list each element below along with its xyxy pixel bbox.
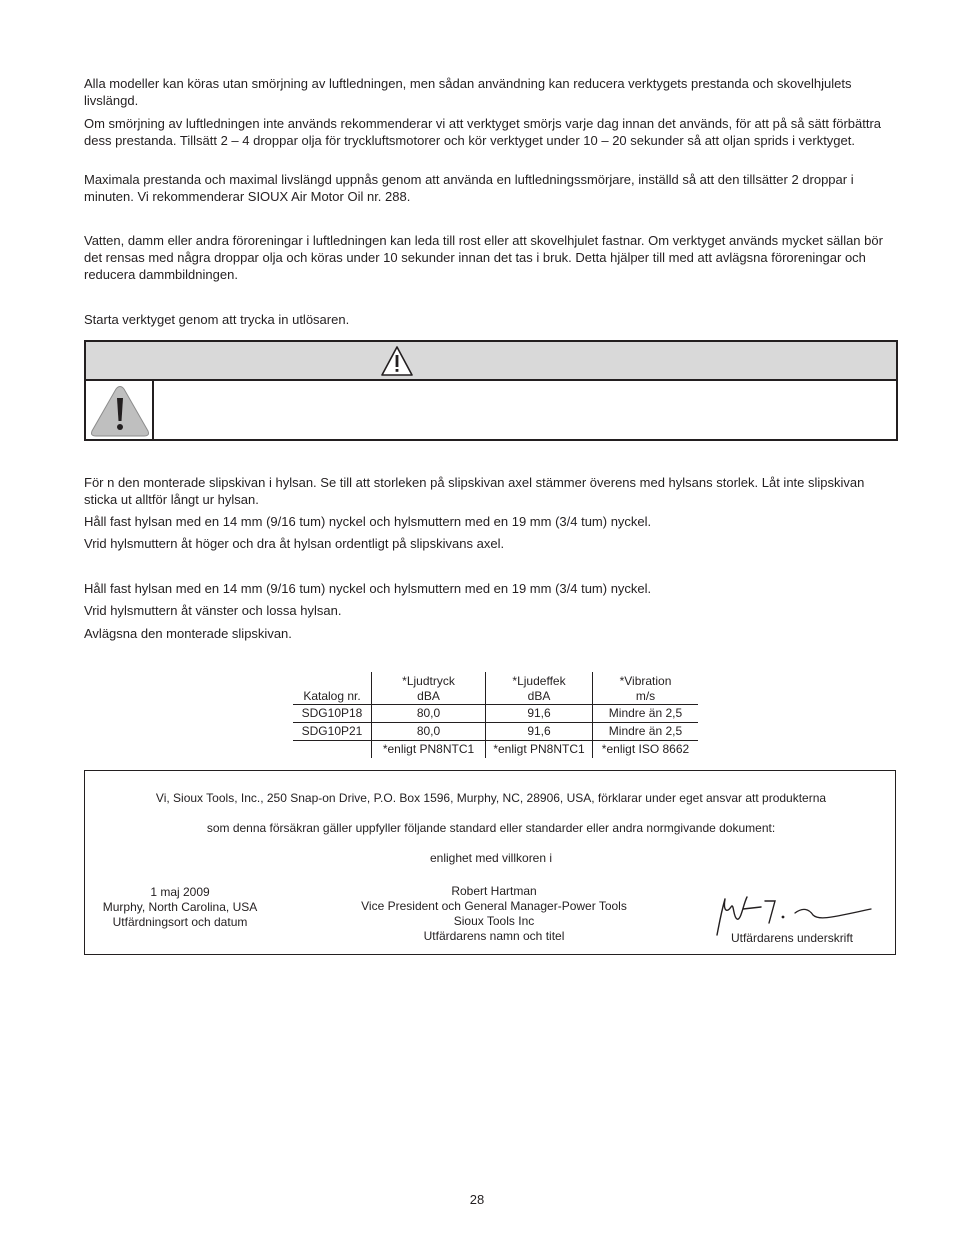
issuer-block: [335, 884, 653, 944]
remove-wheel-paragraph: Avlägsna den monterade slipskivan.: [84, 626, 292, 641]
cell-power: 91,6: [486, 723, 593, 741]
declaration-line-1: Vi, Sioux Tools, Inc., 250 Snap-on Drive, P.O. Box 1596, Murphy, NC, 28906, USA, förklarar under eget ansvar att produkterna: [155, 791, 827, 805]
cell-power: 91,6: [486, 705, 593, 723]
cell-pressure: 80,0: [372, 723, 486, 741]
hold-collet-removal-paragraph: Håll fast hylsan med en 14 mm (9/16 tum) nyckel och hylsmuttern med en 19 mm (3/4 tum) nyckel.: [84, 581, 652, 596]
header-sound-power: *Ljudeffek dBA: [486, 672, 593, 705]
issuer-label: Utfärdarens namn och titel: [423, 929, 565, 943]
warning-triangle-icon: [380, 345, 414, 377]
lubrication-intro-paragraph: Alla modeller kan köras utan smörjning av luftledningen, men sådan användning kan reducera verktygets prestanda och skovelhjulets livslängd.: [84, 76, 852, 108]
declaration-line-2: som denna försäkran gäller uppfyller följande standard eller standarder eller andra normgivande dokument:: [206, 821, 776, 835]
cell-empty: [293, 741, 372, 759]
cell-pressure: 80,0: [372, 705, 486, 723]
contaminants-paragraph: Vatten, damm eller andra föroreningar i luftledningen kan leda till rost eller att skovelhjulet fastnar. Om verktyget används mycket sällan bör det rensas med några droppar olja och köras under 10 sekunder innan det tas i bruk. Detta hjälper till med att avlägsna föroreningar och reducera dammbildningen.: [84, 233, 883, 282]
cell-standard-power: *enligt PN8NTC1: [486, 741, 593, 759]
cell-standard-vibration: *enligt ISO 8662: [593, 741, 699, 759]
page-number: 28: [469, 1192, 485, 1207]
warning-header: [86, 342, 896, 381]
table-row: [293, 705, 698, 723]
tighten-collet-paragraph: Vrid hylsmuttern åt höger och dra åt hylsan ordentligt på slipskivans axel.: [84, 536, 505, 551]
declaration-date: 1 maj 2009: [150, 885, 210, 899]
daily-oiling-paragraph: Om smörjning av luftledningen inte används rekommenderar vi att verktyget smörjs varje dag innan det används, för att på så sätt förbättra dess prestanda. Tillsätt 2 – 4 droppar olja för tryckluftsmotorer och kör verktyget under 10 – 20 sekunder så att oljan sprids i verktyget.: [84, 116, 882, 148]
declaration-line-3: enlighet med villkoren i: [429, 851, 553, 865]
place-and-date-block: [85, 885, 275, 930]
mount-wheel-paragraph: För n den monterade slipskivan i hylsan. Se till att storleken på slipskivan axel stämmer överens med hylsans storlek. Låt inte slipskivan sticka ut alltför långt ur hylsan.: [84, 475, 865, 507]
cell-vibration: Mindre än 2,5: [593, 705, 699, 723]
table-header-row: [293, 672, 698, 705]
cell-standard-pressure: *enligt PN8NTC1: [372, 741, 486, 759]
table-footer-row: [293, 741, 698, 759]
issuer-name: Robert Hartman: [451, 884, 537, 898]
issuer-title: Vice President och General Manager-Power Tools: [361, 899, 627, 913]
loosen-collet-paragraph: Vrid hylsmuttern åt vänster och lossa hylsan.: [84, 603, 342, 618]
signature-label: Utfärdarens underskrift: [730, 931, 854, 945]
header-vibration: *Vibration m/s: [593, 672, 699, 705]
declaration-location: Murphy, North Carolina, USA: [102, 900, 258, 914]
noise-vibration-table: [293, 672, 698, 758]
issuer-company: Sioux Tools Inc: [453, 914, 535, 928]
place-date-label: Utfärdningsort och datum: [112, 915, 248, 929]
hold-collet-paragraph: Håll fast hylsan med en 14 mm (9/16 tum) nyckel och hylsmuttern med en 19 mm (3/4 tum) nyckel.: [84, 514, 652, 529]
max-performance-paragraph: Maximala prestanda och maximal livslängd uppnås genom att använda en luftledningssmörjare, inställd så att den tillsätter 2 droppar i minuten. Vi rekommenderar SIOUX Air Motor Oil nr. 288.: [84, 172, 854, 204]
declaration-box: [84, 770, 896, 955]
header-catalog: Katalog nr.: [293, 672, 372, 705]
start-tool-paragraph: Starta verktyget genom att trycka in utlösaren.: [84, 312, 350, 327]
warning-side-panel: [86, 381, 154, 439]
warning-box: [84, 340, 898, 441]
table-row: [293, 723, 698, 741]
cell-vibration: Mindre än 2,5: [593, 723, 699, 741]
cell-catalog: SDG10P18: [293, 705, 372, 723]
cell-catalog: SDG10P21: [293, 723, 372, 741]
header-sound-pressure: *Ljudtryck dBA: [372, 672, 486, 705]
warning-triangle-icon: [90, 385, 150, 437]
